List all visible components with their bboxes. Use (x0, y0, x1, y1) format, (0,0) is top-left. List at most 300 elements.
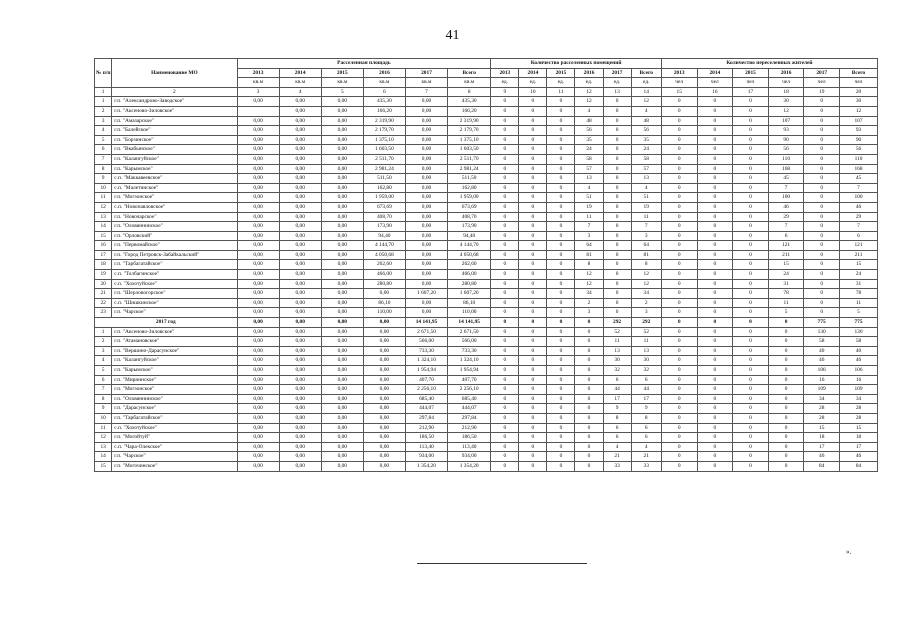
table-cell: 0,00 (237, 154, 279, 164)
table-cell: 0,00 (363, 289, 405, 299)
table-cell: 11 (840, 298, 878, 308)
column-number: 1 (95, 87, 112, 97)
table-cell: 0,00 (363, 394, 405, 404)
table-cell: 5 (768, 308, 804, 318)
table-row (95, 222, 878, 232)
table-cell: 6 (95, 375, 112, 385)
table-cell: 107 (768, 116, 804, 126)
table-cell: 0 (733, 289, 769, 299)
table-cell: 0 (519, 106, 547, 116)
table-cell: 4 (631, 442, 661, 452)
table-cell: 0,00 (279, 202, 321, 212)
table-cell: 1 603,50 (448, 145, 491, 155)
table-cell: 0 (547, 366, 575, 376)
header-unit: кв.м (405, 78, 447, 88)
table-cell: 0 (733, 433, 769, 443)
table-cell: 0 (697, 375, 733, 385)
table-cell: 0 (575, 356, 603, 366)
table-cell: 0 (661, 461, 697, 471)
table-cell: 0 (733, 394, 769, 404)
table-cell: 0 (661, 193, 697, 203)
table-row (95, 250, 878, 260)
table-cell: 0 (519, 442, 547, 452)
table-cell: 0 (804, 212, 840, 222)
table-cell: 0 (547, 279, 575, 289)
table-cell: 113,40 (448, 442, 491, 452)
table-cell: 7 (768, 183, 804, 193)
table-cell: 934,00 (448, 452, 491, 462)
table-cell: 0 (733, 135, 769, 145)
table-cell: 0 (697, 356, 733, 366)
table-cell: 0 (491, 126, 519, 136)
table-cell: 0 (804, 116, 840, 126)
table-cell: 0 (603, 164, 631, 174)
table-cell: 0 (547, 375, 575, 385)
table-cell: 32 (603, 366, 631, 376)
table-cell: 6 (603, 433, 631, 443)
table-cell: 0 (733, 231, 769, 241)
table-cell: 0,00 (321, 126, 363, 136)
mo-name-cell: г.п. "Борзинское" (112, 135, 237, 145)
table-cell: 0 (491, 164, 519, 174)
table-row (95, 193, 878, 203)
table-cell: 0,00 (321, 231, 363, 241)
table-cell: 0,00 (321, 193, 363, 203)
table-cell: 0 (733, 413, 769, 423)
table-cell: 673,69 (448, 202, 491, 212)
mo-name-cell: г.п. "Тарбагатайское" (112, 413, 237, 423)
table-cell: 673,69 (363, 202, 405, 212)
table-cell: 0 (804, 202, 840, 212)
table-cell: 94,40 (363, 231, 405, 241)
table-cell: 57 (575, 164, 603, 174)
table-cell: 4 144,70 (448, 241, 491, 251)
table-cell: 4 (603, 442, 631, 452)
table-cell: 0 (575, 375, 603, 385)
table-cell: 0 (697, 135, 733, 145)
table-row (95, 442, 878, 452)
table-cell: 0,00 (279, 366, 321, 376)
table-cell: 0 (547, 260, 575, 270)
table-cell: 106 (840, 366, 878, 376)
table-cell: 110 (768, 154, 804, 164)
table-cell: 0 (519, 337, 547, 347)
year-summary-row (95, 318, 878, 328)
table-cell: 0 (768, 461, 804, 471)
table-cell: 0,00 (405, 135, 447, 145)
header-name: Наименование МО (112, 59, 237, 88)
table-cell: 0 (603, 298, 631, 308)
table-cell: 0 (547, 433, 575, 443)
table-cell: 13 (95, 442, 112, 452)
table-cell: 0 (519, 250, 547, 260)
column-number: 10 (519, 87, 547, 97)
table-cell: 0 (575, 461, 603, 471)
table-cell: 0 (661, 97, 697, 107)
table-cell: 566,00 (405, 337, 447, 347)
table-cell: 297,84 (448, 413, 491, 423)
table-cell: 0 (603, 116, 631, 126)
table-cell: 2 256,10 (405, 385, 447, 395)
table-cell: 0 (547, 308, 575, 318)
table-cell: 18 (95, 260, 112, 270)
table-cell: 0 (661, 289, 697, 299)
table-cell: 15 (95, 461, 112, 471)
header-unit: ед. (491, 78, 519, 88)
table-cell: 10 (95, 413, 112, 423)
table-cell: 0 (697, 260, 733, 270)
table-cell: 58 (804, 337, 840, 347)
header-year: 2015 (547, 68, 575, 78)
table-cell: 0,00 (321, 154, 363, 164)
table-cell: 0 (575, 413, 603, 423)
table-cell: 0 (697, 442, 733, 452)
table-cell: 0 (603, 135, 631, 145)
header-year: 2017 (603, 68, 631, 78)
table-cell: 0,00 (405, 106, 447, 116)
header-year: 2015 (733, 68, 769, 78)
table-cell: 0 (547, 135, 575, 145)
table-cell: 0 (603, 308, 631, 318)
table-cell: 0 (733, 222, 769, 232)
header-year: Всего (840, 68, 878, 78)
table-cell: 6 (840, 231, 878, 241)
header-group: Количество расселенных помещений (491, 59, 662, 69)
table-cell: 0 (697, 250, 733, 260)
table-cell: 22 (95, 298, 112, 308)
header-unit: чел (733, 78, 769, 88)
table-cell: 110,00 (363, 308, 405, 318)
table-cell: 57 (631, 164, 661, 174)
table-cell: 0 (519, 231, 547, 241)
table-cell: 0,00 (363, 442, 405, 452)
header-year: 2017 (405, 68, 447, 78)
table-cell: 2 671,50 (448, 327, 491, 337)
table-cell: 109 (840, 385, 878, 395)
table-cell: 0,00 (321, 174, 363, 184)
year-total-cell: 14 141,95 (405, 318, 447, 328)
table-cell: 58 (575, 154, 603, 164)
header-unit: ед. (519, 78, 547, 88)
table-cell: 9 (95, 174, 112, 184)
header-year: 2017 (804, 68, 840, 78)
table-cell: 0 (661, 154, 697, 164)
table-cell: 0,00 (405, 145, 447, 155)
table-cell (237, 106, 279, 116)
mo-name-cell: г.п. "Амазарское" (112, 116, 237, 126)
column-number: 13 (603, 87, 631, 97)
table-cell: 13 (603, 346, 631, 356)
table-cell: 6 (631, 375, 661, 385)
table-cell: 0 (603, 202, 631, 212)
table-cell: 0,00 (279, 250, 321, 260)
table-cell: 0,00 (237, 394, 279, 404)
table-cell: 11 (631, 337, 661, 347)
table-cell: 10 (95, 183, 112, 193)
table-row (95, 212, 878, 222)
header-unit: ед. (603, 78, 631, 88)
table-cell: 0,00 (321, 394, 363, 404)
table-cell: 0 (661, 222, 697, 232)
table-cell: 0,00 (405, 298, 447, 308)
table-cell: 11 (95, 193, 112, 203)
table-cell: 6 (95, 145, 112, 155)
table-cell: 0 (768, 356, 804, 366)
table-cell: 28 (840, 404, 878, 414)
table-cell: 435,30 (448, 97, 491, 107)
table-cell: 0,00 (237, 97, 279, 107)
table-cell: 0 (491, 106, 519, 116)
header-unit: чел (697, 78, 733, 88)
table-cell: 5 (95, 366, 112, 376)
table-cell: 29 (840, 212, 878, 222)
table-cell: 0,00 (405, 212, 447, 222)
table-cell: 0 (697, 241, 733, 251)
table-cell: 0 (733, 298, 769, 308)
table-cell: 46 (768, 202, 804, 212)
table-cell: 7 (575, 222, 603, 232)
table-cell: 0,00 (237, 385, 279, 395)
footnote-marker: ». (846, 548, 852, 556)
table-cell: 12 (575, 97, 603, 107)
table-cell: 0,00 (237, 452, 279, 462)
table-cell: 0 (519, 241, 547, 251)
mo-name-cell: г.п. "Карымское" (112, 164, 237, 174)
year-total-cell: 0 (661, 318, 697, 328)
table-cell: 0,00 (279, 193, 321, 203)
header-year: 2016 (768, 68, 804, 78)
table-cell: 0,00 (237, 423, 279, 433)
table-cell: 0,00 (279, 164, 321, 174)
table-cell: 7 (95, 154, 112, 164)
table-cell: 162,80 (448, 183, 491, 193)
table-cell: 106 (804, 366, 840, 376)
table-cell: 0,00 (237, 135, 279, 145)
table-cell: 0 (661, 433, 697, 443)
table-cell: 6 (768, 231, 804, 241)
mo-name-cell: г.п. "Тарбагатайское" (112, 260, 237, 270)
table-cell: 4 050,68 (448, 250, 491, 260)
table-cell: 0 (697, 385, 733, 395)
mo-name-cell: г.п. "Орловский" (112, 231, 237, 241)
table-cell: 100 (840, 193, 878, 203)
table-cell: 0 (519, 375, 547, 385)
table-cell: 0 (733, 260, 769, 270)
header-year: 2013 (237, 68, 279, 78)
table-cell: 0 (547, 346, 575, 356)
table-cell: 0 (547, 222, 575, 232)
table-cell: 0 (575, 327, 603, 337)
table-cell: 162,80 (363, 183, 405, 193)
table-cell: 0 (697, 327, 733, 337)
table-cell: 0,00 (237, 298, 279, 308)
table-cell: 685,40 (448, 394, 491, 404)
table-cell: 0 (603, 250, 631, 260)
table-cell: 0,00 (279, 154, 321, 164)
table-cell: 2 319,90 (448, 116, 491, 126)
table-cell: 0 (491, 298, 519, 308)
table-cell: 0 (491, 452, 519, 462)
table-cell: 0 (804, 222, 840, 232)
table-cell: 0 (547, 413, 575, 423)
header-unit: чел (768, 78, 804, 88)
table-cell: 0 (519, 164, 547, 174)
table-cell: 0 (603, 183, 631, 193)
table-cell: 7 (95, 385, 112, 395)
table-cell: 280,80 (448, 279, 491, 289)
table-cell: 0,00 (237, 308, 279, 318)
table-cell: 0 (768, 442, 804, 452)
table-cell: 0 (547, 164, 575, 174)
mo-name-cell: г.п. "Дарасунское" (112, 404, 237, 414)
table-cell: 0 (733, 250, 769, 260)
table-cell: 110,00 (448, 308, 491, 318)
table-cell: 0 (491, 442, 519, 452)
table-cell: 0 (519, 394, 547, 404)
mo-name-cell: г.п. "Новочарское" (112, 212, 237, 222)
table-cell: 0 (519, 116, 547, 126)
table-cell: 94,40 (448, 231, 491, 241)
table-cell: 13 (95, 212, 112, 222)
table-cell: 19 (95, 270, 112, 280)
table-cell: 0,00 (363, 346, 405, 356)
mo-name-cell: г.п. "Могойтуй" (112, 433, 237, 443)
table-cell: 1 324,10 (448, 356, 491, 366)
table-header (95, 59, 878, 88)
table-cell: 1 959,00 (448, 193, 491, 203)
table-cell: 0 (697, 145, 733, 155)
table-cell: 16 (840, 375, 878, 385)
table-cell: 1 954,94 (448, 366, 491, 376)
table-cell: 0,00 (237, 366, 279, 376)
table-cell: 0 (491, 270, 519, 280)
mo-name-cell: с.п. "Хохотуйское" (112, 279, 237, 289)
table-cell: 0 (804, 193, 840, 203)
mo-name-cell: г.п. "Балейское" (112, 126, 237, 136)
table-cell: 0 (603, 260, 631, 270)
table-cell: 0 (491, 385, 519, 395)
table-cell: 18 (804, 433, 840, 443)
table-cell: 64 (575, 241, 603, 251)
table-cell: 0,00 (321, 222, 363, 232)
table-cell: 56 (768, 145, 804, 155)
table-cell: 0 (768, 394, 804, 404)
table-cell: 0,00 (405, 231, 447, 241)
mo-name-cell: г.п. "Вершино-Дарасунское" (112, 346, 237, 356)
table-cell: 3 (575, 231, 603, 241)
table-cell: 0 (661, 413, 697, 423)
table-cell: 0,00 (321, 346, 363, 356)
table-cell: 5 (95, 135, 112, 145)
table-cell: 0 (603, 97, 631, 107)
header-year: 2015 (321, 68, 363, 78)
table-cell: 93 (768, 126, 804, 136)
table-cell: 168 (768, 164, 804, 174)
table-cell: 0,00 (237, 289, 279, 299)
table-cell: 0,00 (279, 270, 321, 280)
table-cell: 0 (697, 413, 733, 423)
table-cell: 0 (733, 241, 769, 251)
table-cell: 0,00 (279, 346, 321, 356)
table-cell: 408,70 (448, 212, 491, 222)
table-cell: 86,10 (363, 298, 405, 308)
table-cell: 297,84 (405, 413, 447, 423)
table-cell: 0,00 (363, 337, 405, 347)
header-unit: чел (661, 78, 697, 88)
table-cell: 0 (661, 423, 697, 433)
year-total-cell: 0 (519, 318, 547, 328)
table-cell: 12 (631, 97, 661, 107)
table-cell: 90 (768, 135, 804, 145)
table-cell: 0 (697, 394, 733, 404)
table-cell: 0 (547, 337, 575, 347)
table-cell: 56 (840, 145, 878, 155)
table-cell: 0,00 (321, 270, 363, 280)
table-cell: 0 (491, 346, 519, 356)
mo-name-cell: г.п. "Калангуйское" (112, 356, 237, 366)
table-cell: 0,00 (237, 356, 279, 366)
table-cell: 0 (697, 423, 733, 433)
column-number: 9 (491, 87, 519, 97)
table-cell: 211 (768, 250, 804, 260)
table-cell: 4 (575, 106, 603, 116)
table-cell: 0,00 (321, 308, 363, 318)
table-cell: 0 (547, 231, 575, 241)
table-cell: 0 (547, 250, 575, 260)
table-cell: 0 (603, 193, 631, 203)
table-cell: 0 (519, 452, 547, 462)
table-cell: 934,00 (405, 452, 447, 462)
table-cell: 0 (733, 404, 769, 414)
table-cell: 0,00 (405, 183, 447, 193)
table-cell: 408,70 (363, 212, 405, 222)
table-cell: 0 (547, 385, 575, 395)
table-cell: 0 (804, 260, 840, 270)
table-row (95, 385, 878, 395)
table-cell: 0,00 (279, 433, 321, 443)
table-cell: 0,00 (405, 260, 447, 270)
table-cell: 0 (519, 193, 547, 203)
table-cell: 0 (661, 385, 697, 395)
table-cell: 0 (661, 106, 697, 116)
table-cell: 0 (603, 154, 631, 164)
table-cell: 0,00 (237, 346, 279, 356)
table-cell: 0 (768, 366, 804, 376)
table-cell: 0 (491, 145, 519, 155)
column-number: 3 (237, 87, 279, 97)
mo-name-cell: г.п. "Чарское" (112, 308, 237, 318)
table-cell: 0,00 (363, 327, 405, 337)
table-cell: 0,00 (321, 366, 363, 376)
table-cell: 78 (840, 289, 878, 299)
table-cell: 16 (804, 375, 840, 385)
table-cell: 0,00 (237, 202, 279, 212)
table-cell: 0,00 (237, 404, 279, 414)
table-cell: 40 (804, 346, 840, 356)
table-cell: 0,00 (321, 279, 363, 289)
table-cell: 166,20 (448, 106, 491, 116)
table-cell: 18 (840, 433, 878, 443)
table-cell: 8 (631, 260, 661, 270)
header-unit: чел (840, 78, 878, 88)
table-cell: 0,00 (321, 135, 363, 145)
table-cell: 0 (733, 423, 769, 433)
table-row (95, 145, 878, 155)
header-num: № п/п (95, 59, 112, 88)
header-unit: чел (804, 78, 840, 88)
table-cell: 0,00 (321, 183, 363, 193)
table-cell: 0,00 (405, 241, 447, 251)
